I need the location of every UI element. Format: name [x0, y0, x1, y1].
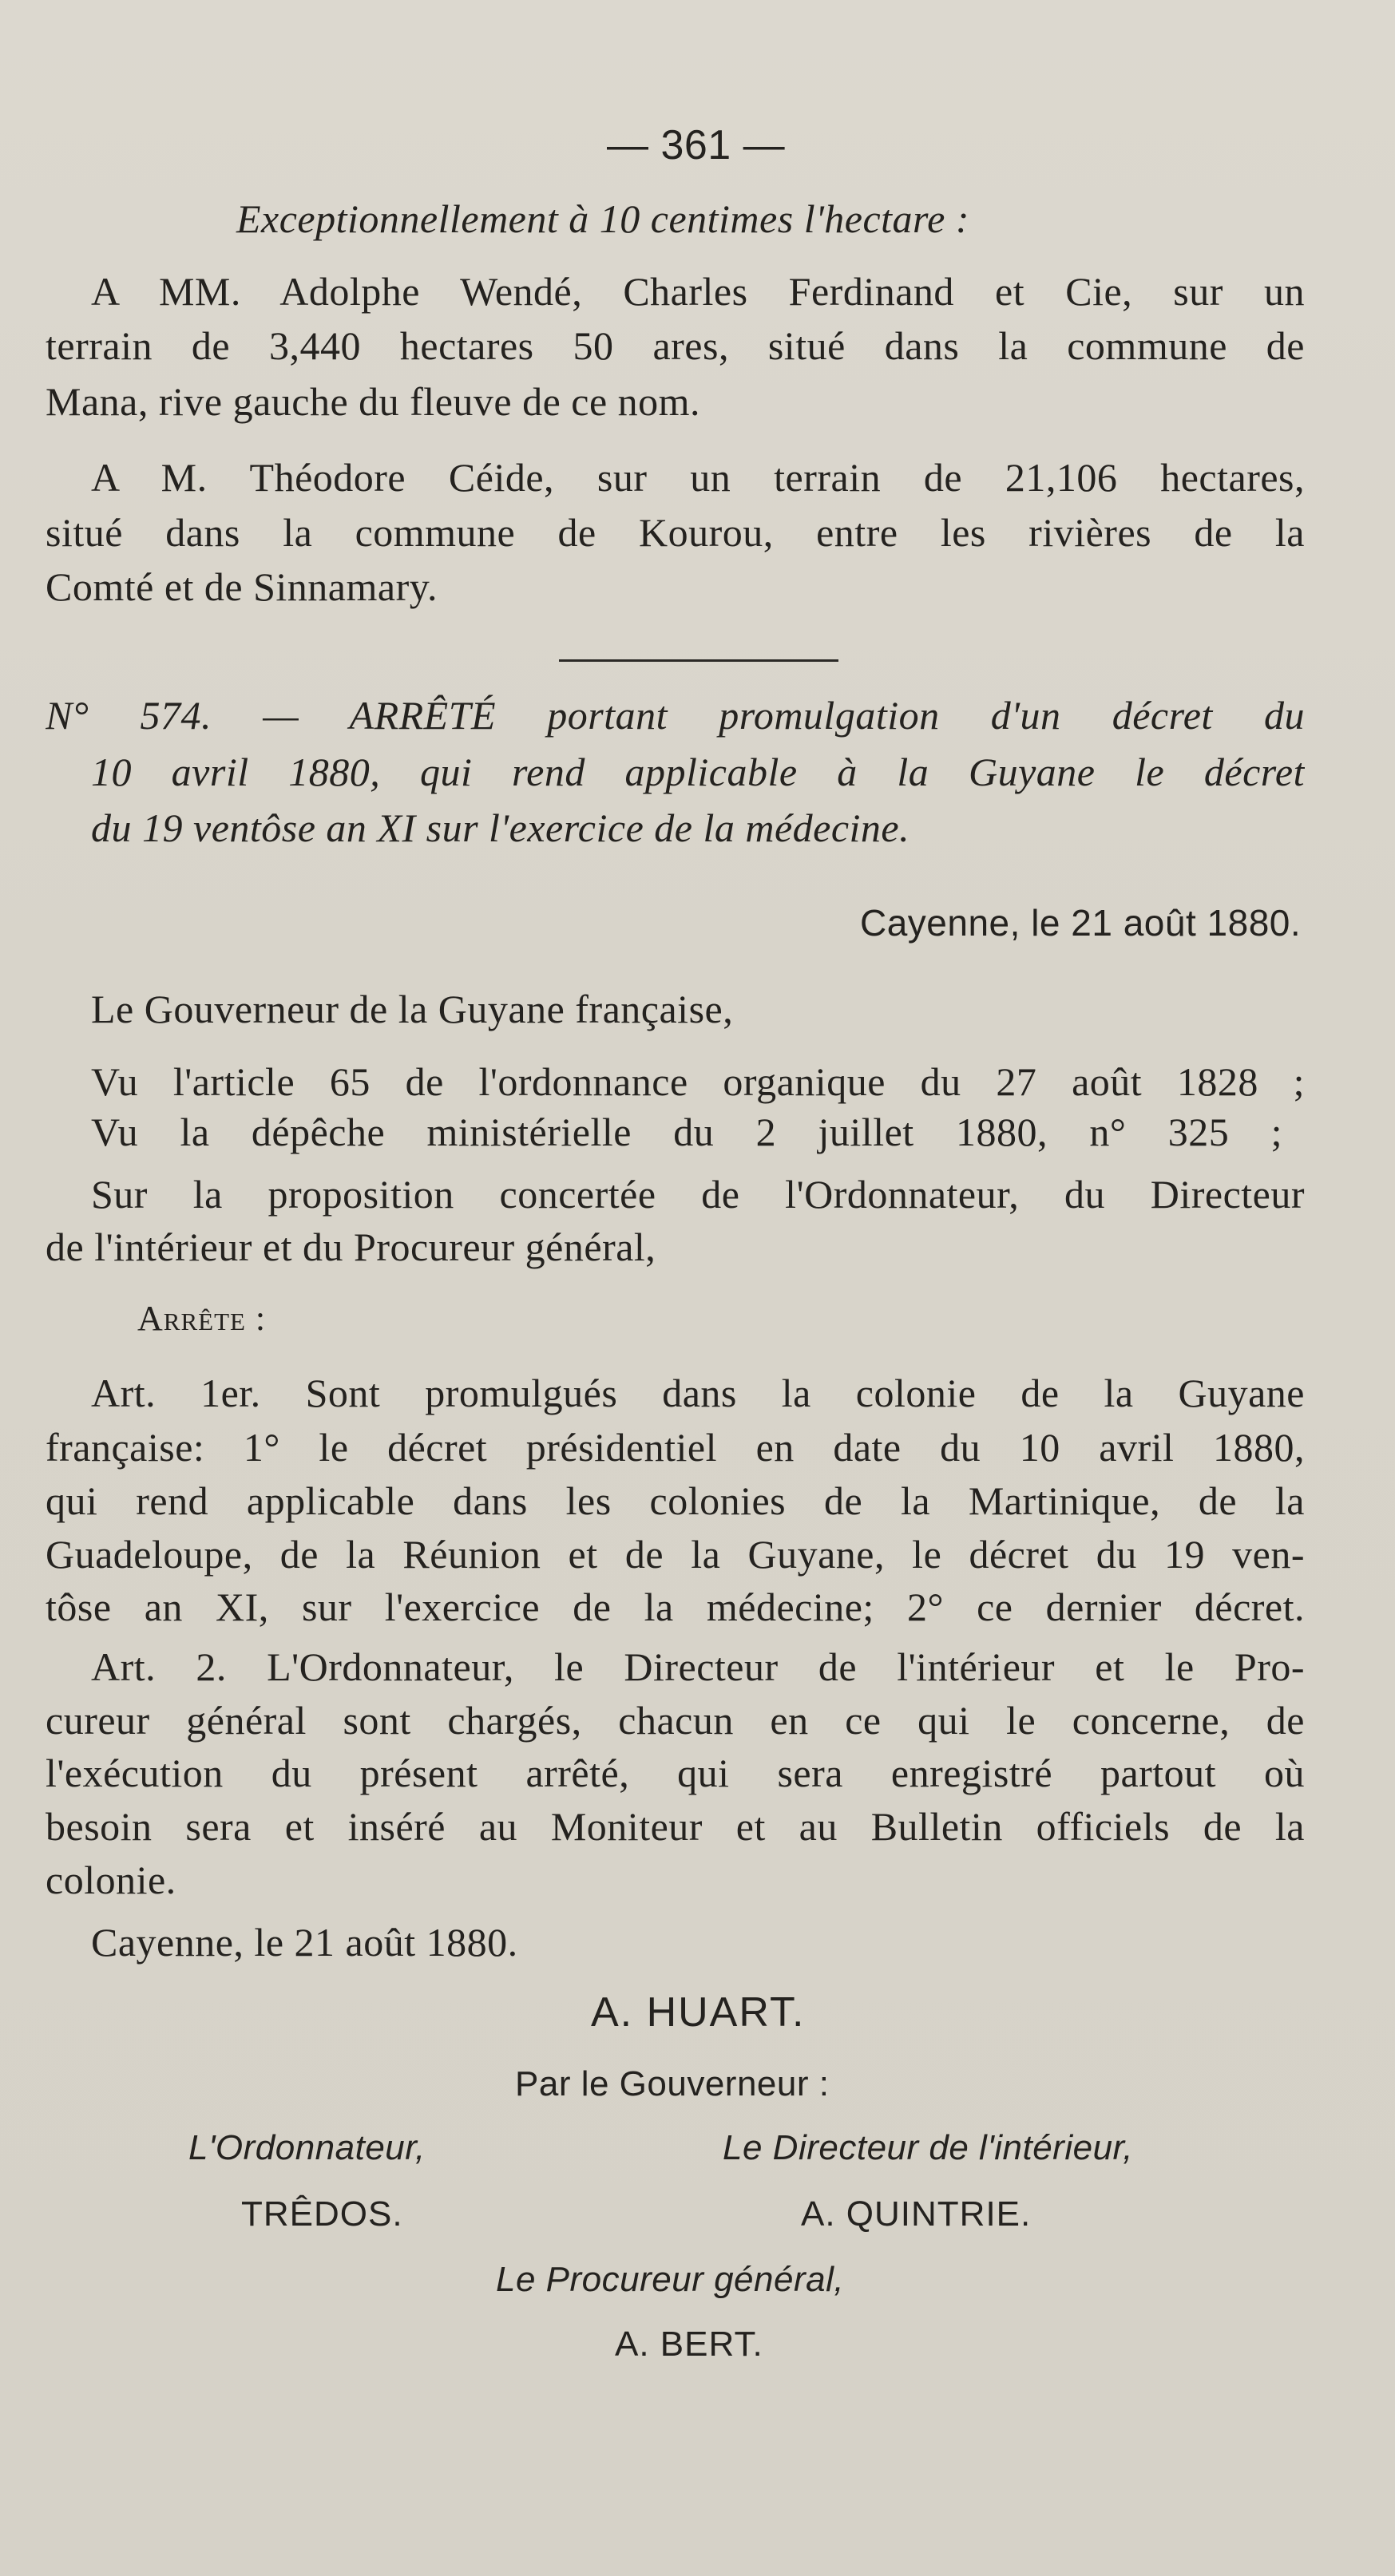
section-separator	[559, 659, 838, 662]
article-line: l'exécution du présent arrêté, qui sera enregistré partout où	[46, 1751, 1305, 1795]
article-line: tôse an XI, sur l'exercice de la médecine; 2° ce dernier décret.	[46, 1585, 1305, 1629]
gouverneur-text: Le Gouverneur de la Guyane française,	[91, 987, 734, 1031]
par-le-gouverneur: Par le Gouverneur :	[515, 2064, 830, 2103]
paragraph-line: A MM. Adolphe Wendé, Charles Ferdinand et Cie, sur un	[91, 269, 1305, 314]
arrete-title-line: du 19 ventôse an XI sur l'exercice de la médecine.	[91, 805, 910, 850]
ordonnateur-title: L'Ordonnateur,	[188, 2128, 426, 2167]
article-line: qui rend applicable dans les colonies de la Martinique, de la	[46, 1478, 1305, 1523]
governor-signature: A. HUART.	[591, 1989, 806, 2036]
article-line: cureur général sont chargés, chacun en ce qui le concerne, de	[46, 1698, 1305, 1743]
paragraph-line: Mana, rive gauche du fleuve de ce nom.	[46, 379, 701, 424]
article-line: française: 1° le décret présidentiel en date du 10 avril 1880,	[46, 1425, 1305, 1470]
section-heading: Exceptionnellement à 10 centimes l'hectare :	[236, 196, 969, 241]
sur-line: de l'intérieur et du Procureur général,	[46, 1225, 656, 1269]
article-line: Art. 2. L'Ordonnateur, le Directeur de l'intérieur et le Pro-	[91, 1644, 1305, 1689]
paragraph-line: terrain de 3,440 hectares 50 ares, situé dans la commune de	[46, 323, 1305, 368]
paragraph-line: Comté et de Sinnamary.	[46, 564, 438, 609]
sur-line: Sur la proposition concertée de l'Ordonnateur, du Directeur	[91, 1172, 1305, 1217]
place-date: Cayenne, le 21 août 1880.	[860, 902, 1302, 944]
page-number: — 361 —	[607, 122, 786, 168]
directeur-title: Le Directeur de l'intérieur,	[723, 2128, 1133, 2167]
paragraph-line: A M. Théodore Céide, sur un terrain de 21,106 hectares,	[91, 455, 1305, 500]
arrete-word: Arrête :	[137, 1299, 267, 1338]
arrete-title-line: N° 574. — ARRÊTÉ portant promulgation d'un décret du	[46, 693, 1305, 738]
article-line: Art. 1er. Sont promulgués dans la colonie de la Guyane	[91, 1371, 1305, 1415]
gouverneur-line	[91, 985, 733, 1033]
article-line: Guadeloupe, de la Réunion et de la Guyane, le décret du 19 ven-	[46, 1532, 1305, 1577]
article-line: besoin sera et inséré au Moniteur et au Bulletin officiels de la	[46, 1804, 1305, 1849]
ordonnateur-name: TRÊDOS.	[241, 2194, 403, 2234]
procureur-name: A. BERT.	[615, 2325, 763, 2364]
article-line: colonie.	[46, 1858, 176, 1902]
vu-line: Vu l'article 65 de l'ordonnance organique du 27 août 1828 ;	[91, 1059, 1305, 1104]
closing-date: Cayenne, le 21 août 1880.	[91, 1920, 518, 1965]
paragraph-line: situé dans la commune de Kourou, entre les rivières de la	[46, 510, 1305, 555]
arrete-title-line: 10 avril 1880, qui rend applicable à la Guyane le décret	[91, 750, 1305, 794]
procureur-title: Le Procureur général,	[496, 2260, 845, 2299]
vu-line: Vu la dépêche ministérielle du 2 juillet 1880, n° 325 ;	[91, 1110, 1282, 1154]
directeur-name: A. QUINTRIE.	[801, 2194, 1032, 2234]
